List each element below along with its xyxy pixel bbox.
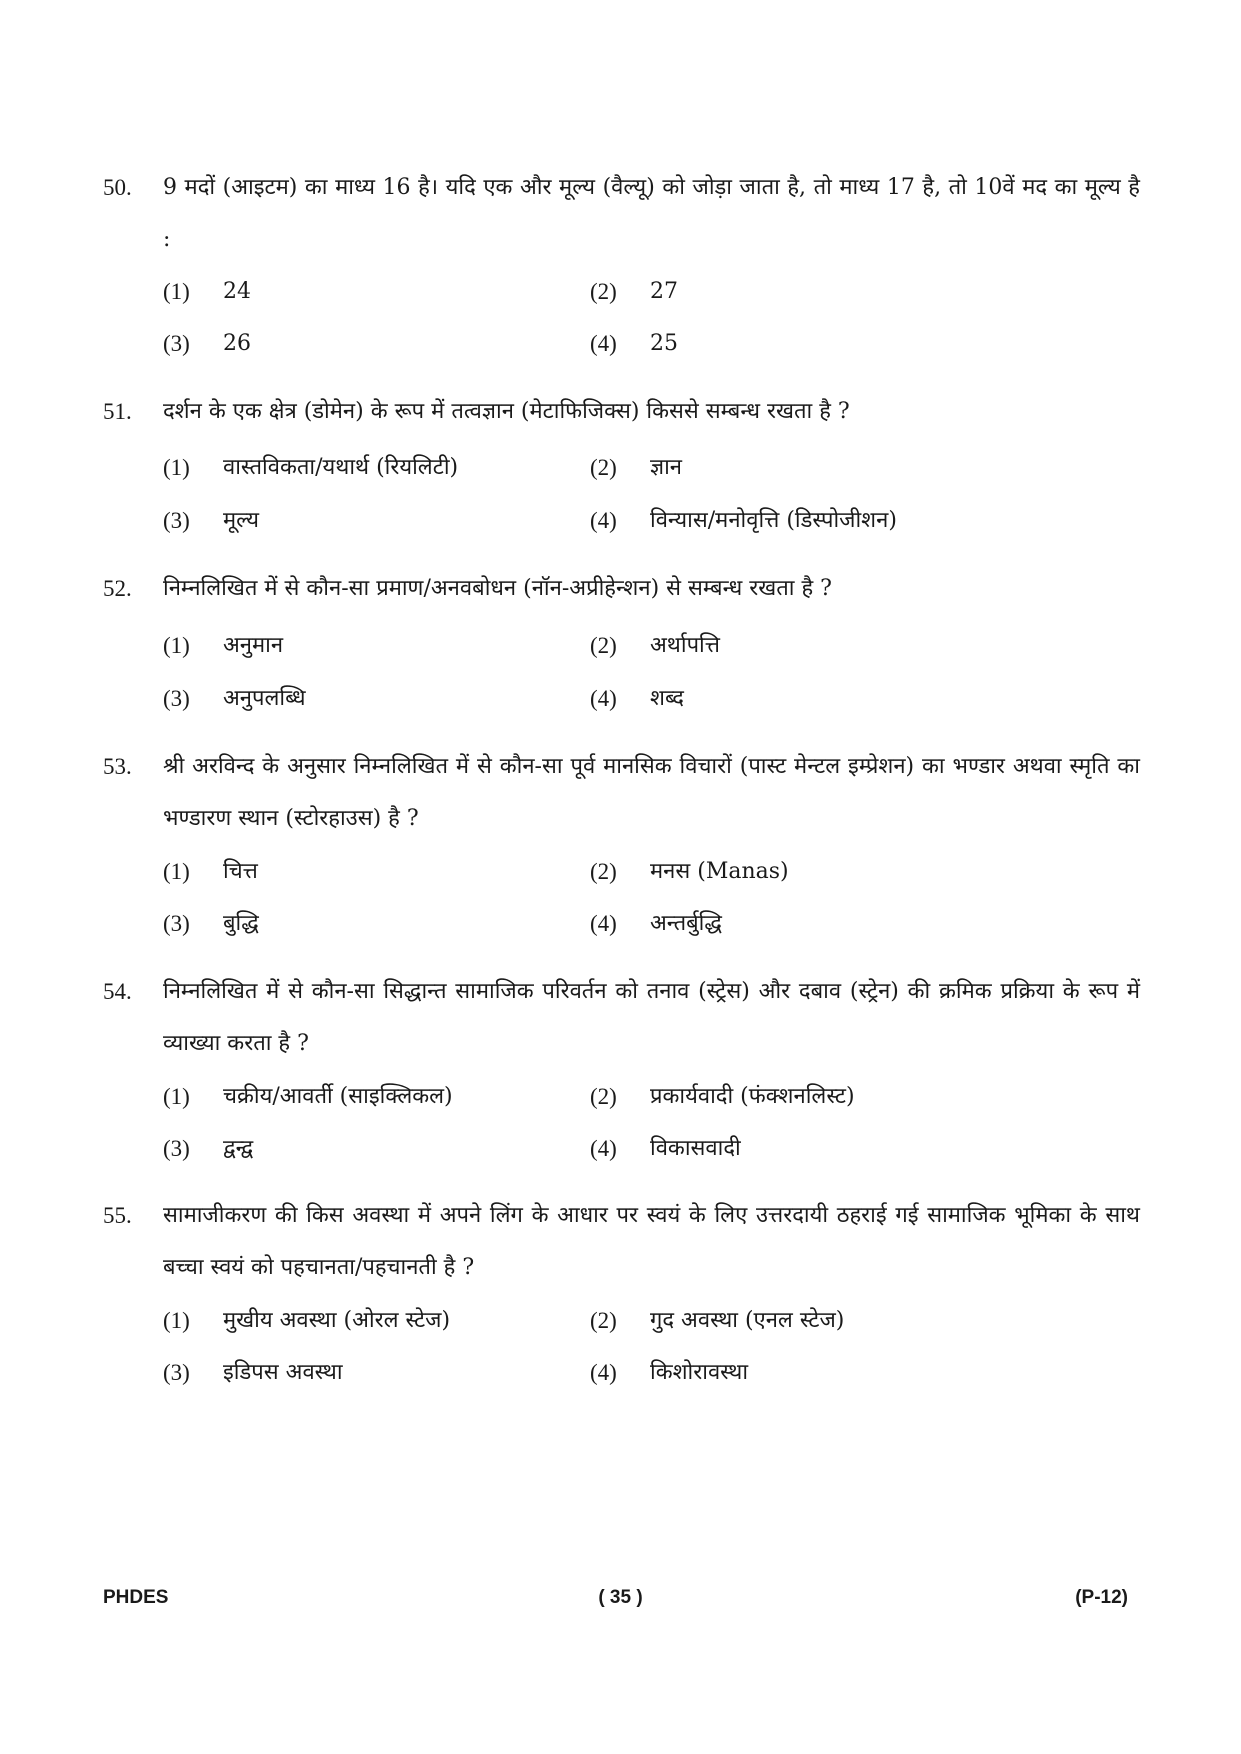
option-text: इडिपस अवस्था — [223, 1360, 343, 1385]
option-number: (2) — [590, 859, 617, 884]
footer-exam-code: PHDES — [103, 1587, 169, 1608]
option-number: (1) — [163, 1084, 190, 1109]
option-text: 27 — [650, 279, 678, 304]
option-number: (4) — [590, 686, 617, 711]
option-text: चक्रीय/आवर्ती (साइक्लिकल) — [223, 1084, 453, 1109]
question-number: 50. — [103, 175, 132, 200]
question-text: निम्नलिखित में से कौन-सा प्रमाण/अनवबोधन (नॉन-अप्रीहेन्शन) से सम्बन्ध रखता है ? — [163, 576, 832, 601]
option-number: (1) — [163, 1308, 190, 1333]
option-number: (4) — [590, 911, 617, 936]
option-text: 26 — [223, 331, 251, 356]
option-number: (4) — [590, 331, 617, 356]
option-text: अन्तर्बुद्धि — [650, 911, 722, 936]
option-number: (1) — [163, 455, 190, 480]
option-number: (2) — [590, 279, 617, 304]
option-text: अनुमान — [223, 633, 284, 658]
option-text: बुद्धि — [223, 911, 259, 936]
option-text: मुखीय अवस्था (ओरल स्टेज) — [223, 1308, 451, 1333]
question-number: 54. — [103, 979, 132, 1004]
option-number: (2) — [590, 633, 617, 658]
question-text: 9 मदों (आइटम) का माध्य 16 है। यदि एक और मूल्य (वैल्यू) को जोड़ा जाता है, तो माध्य 17 है, तो 10वें मद का मूल्य है : — [163, 175, 1140, 252]
option-number: (3) — [163, 508, 190, 533]
option-number: (3) — [163, 911, 190, 936]
option-number: (1) — [163, 633, 190, 658]
option-number: (3) — [163, 331, 190, 356]
footer-page-number: ( 35 ) — [598, 1587, 643, 1608]
option-number: (4) — [590, 1360, 617, 1385]
question-text: श्री अरविन्द के अनुसार निम्नलिखित में से कौन-सा पूर्व मानसिक विचारों (पास्ट मेन्टल इम्प्रेशन) का भण्डार अथवा स्मृति का भण्डारण स्थान (स्टोरहाउस) है ? — [163, 754, 1140, 831]
option-number: (2) — [590, 1308, 617, 1333]
option-text: 24 — [223, 279, 251, 304]
option-text: प्रकार्यवादी (फंक्शनलिस्ट) — [650, 1084, 855, 1109]
option-text: अर्थापत्ति — [650, 633, 720, 658]
option-text: वास्तविकता/यथार्थ (रियलिटी) — [223, 455, 459, 480]
option-text: अनुपलब्धि — [223, 686, 306, 711]
option-text: मूल्य — [223, 508, 259, 533]
option-text: 25 — [650, 331, 678, 356]
option-number: (1) — [163, 279, 190, 304]
option-text: चित्त — [223, 859, 258, 884]
option-number: (3) — [163, 1360, 190, 1385]
question-number: 52. — [103, 576, 132, 601]
option-text: विन्यास/मनोवृत्ति (डिस्पोजीशन) — [650, 508, 897, 533]
option-text: मनस (Manas) — [650, 859, 789, 884]
option-number: (4) — [590, 508, 617, 533]
footer-series-code: (P-12) — [1075, 1587, 1128, 1608]
question-text: निम्नलिखित में से कौन-सा सिद्धान्त सामाजिक परिवर्तन को तनाव (स्ट्रेस) और दबाव (स्ट्रेन) की क्रमिक प्रक्रिया के रूप में व्याख्या करता है ? — [163, 979, 1140, 1056]
question-text: दर्शन के एक क्षेत्र (डोमेन) के रूप में तत्वज्ञान (मेटाफिजिक्स) किससे सम्बन्ध रखता है ? — [163, 399, 850, 424]
option-text: शब्द — [650, 686, 684, 711]
question-number: 55. — [103, 1203, 132, 1228]
option-number: (1) — [163, 859, 190, 884]
option-number: (2) — [590, 455, 617, 480]
option-number: (2) — [590, 1084, 617, 1109]
option-text: किशोरावस्था — [650, 1360, 749, 1385]
question-number: 51. — [103, 399, 132, 424]
option-number: (4) — [590, 1136, 617, 1161]
option-number: (3) — [163, 686, 190, 711]
question-text: सामाजीकरण की किस अवस्था में अपने लिंग के आधार पर स्वयं के लिए उत्तरदायी ठहराई गई सामाजिक भूमिका के साथ बच्चा स्वयं को पहचानता/पहचानती है ? — [163, 1203, 1140, 1280]
question-number: 53. — [103, 754, 132, 779]
option-text: विकासवादी — [650, 1136, 741, 1161]
option-text: गुद अवस्था (एनल स्टेज) — [650, 1308, 845, 1333]
option-text: ज्ञान — [650, 455, 683, 480]
option-text: द्वन्द्व — [223, 1136, 254, 1161]
option-number: (3) — [163, 1136, 190, 1161]
